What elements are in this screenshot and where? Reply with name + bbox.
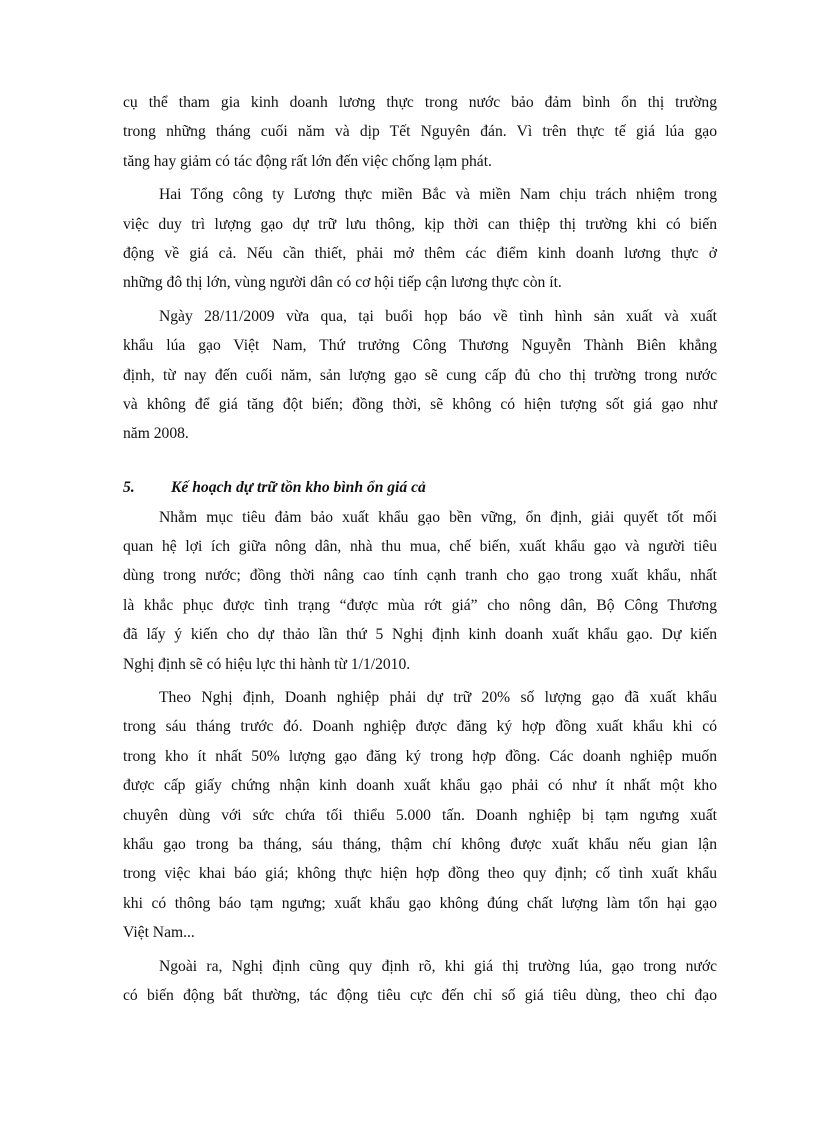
text-line: Ngày 28/11/2009 vừa qua, tại buổi họp báo về tình hình sản xuất và xuất [159,307,717,325]
text-line: Nghị định sẽ có hiệu lực thi hành từ 1/1/2010. [123,655,411,673]
text-line: khẩu gạo trong ba tháng, sáu tháng, thậm chí không được xuất khẩu nếu gian lận [123,835,717,853]
text-line: và không để giá tăng đột biến; đồng thời, sẽ không có hiện tượng sốt giá gạo như [123,395,717,413]
section-number: 5. [123,478,135,496]
text-line: đã lấy ý kiến cho dự thảo lần thứ 5 Nghị định kinh doanh xuất khẩu gạo. Dự kiến [123,626,717,644]
text-line: động về giá cả. Nếu cần thiết, phải mở thêm các điểm kinh doanh lương thực ở [123,244,717,262]
text-line: là khắc phục được tình trạng “được mùa rớt giá” cho nông dân, Bộ Công Thương [123,596,717,614]
text-line: Hai Tổng công ty Lương thực miền Bắc và miền Nam chịu trách nhiệm trong [159,186,717,204]
section-title: Kế hoạch dự trữ tồn kho bình ổn giá cả [171,478,426,496]
text-line: có biến động bất thường, tác động tiêu cực đến chỉ số giá tiêu dùng, theo chỉ đạo [123,986,717,1004]
paragraph [123,503,717,679]
text-line: Ngoài ra, Nghị định cũng quy định rõ, khi giá thị trường lúa, gạo trong nước [159,957,717,975]
text-line: cụ thể tham gia kinh doanh lương thực trong nước bảo đảm bình ổn thị trường [123,94,717,111]
paragraph [123,180,717,298]
text-line: định, từ nay đến cuối năm, sản lượng gạo sẽ cung cấp đủ cho thị trường trong nước [123,366,717,384]
text-line: trong việc khai báo giá; không thực hiện hợp đồng theo quy định; cố tình xuất khẩu [123,865,717,883]
text-line: Nhằm mục tiêu đảm bảo xuất khẩu gạo bền vững, ổn định, giải quyết tốt mối [159,508,717,526]
paragraph [123,88,717,176]
text-line: việc duy trì lượng gạo dự trữ lưu thông, kịp thời can thiệp thị trường khi có biến [123,215,717,233]
paragraph [123,302,717,449]
text-line: trong kho ít nhất 50% lượng gạo đăng ký trong hợp đồng. Các doanh nghiệp muốn [123,747,717,765]
text-line: khi có thông báo tạm ngưng; xuất khẩu gạo không đúng chất lượng làm tổn hại gạo [123,894,717,912]
text-line: quan hệ lợi ích giữa nông dân, nhà thu mua, chế biến, xuất khẩu gạo và người tiêu [123,538,717,556]
text-line: những đô thị lớn, vùng người dân có cơ hội tiếp cận lương thực còn ít. [123,274,562,292]
text-line: Việt Nam... [123,924,195,942]
text-line: Theo Nghị định, Doanh nghiệp phải dự trữ 20% số lượng gạo đã xuất khẩu [159,689,717,707]
text-line: năm 2008. [123,425,189,443]
text-line: trong sáu tháng trước đó. Doanh nghiệp được đăng ký hợp đồng xuất khẩu khi có [123,718,717,736]
text-line: trong những tháng cuối năm và dịp Tết Nguyên đán. Vì trên thực tế giá lúa gạo [123,123,717,141]
section-heading [123,473,717,503]
text-line: được cấp giấy chứng nhận kinh doanh xuất khẩu gạo phải có như ít nhất một kho [123,777,717,795]
text-line: dùng trong nước; đồng thời nâng cao tính cạnh tranh cho gạo trong xuất khẩu, nhất [123,567,717,585]
text-line: tăng hay giảm có tác động rất lớn đến việc chống lạm phát. [123,152,492,170]
page-body [123,88,717,1010]
paragraph [123,952,717,1011]
text-line: chuyên dùng với sức chứa tối thiểu 5.000 tấn. Doanh nghiệp bị tạm ngưng xuất [123,806,717,824]
text-line: khẩu lúa gạo Việt Nam, Thứ trưởng Công Thương Nguyễn Thành Biên khẳng [123,337,717,355]
paragraph [123,683,717,948]
